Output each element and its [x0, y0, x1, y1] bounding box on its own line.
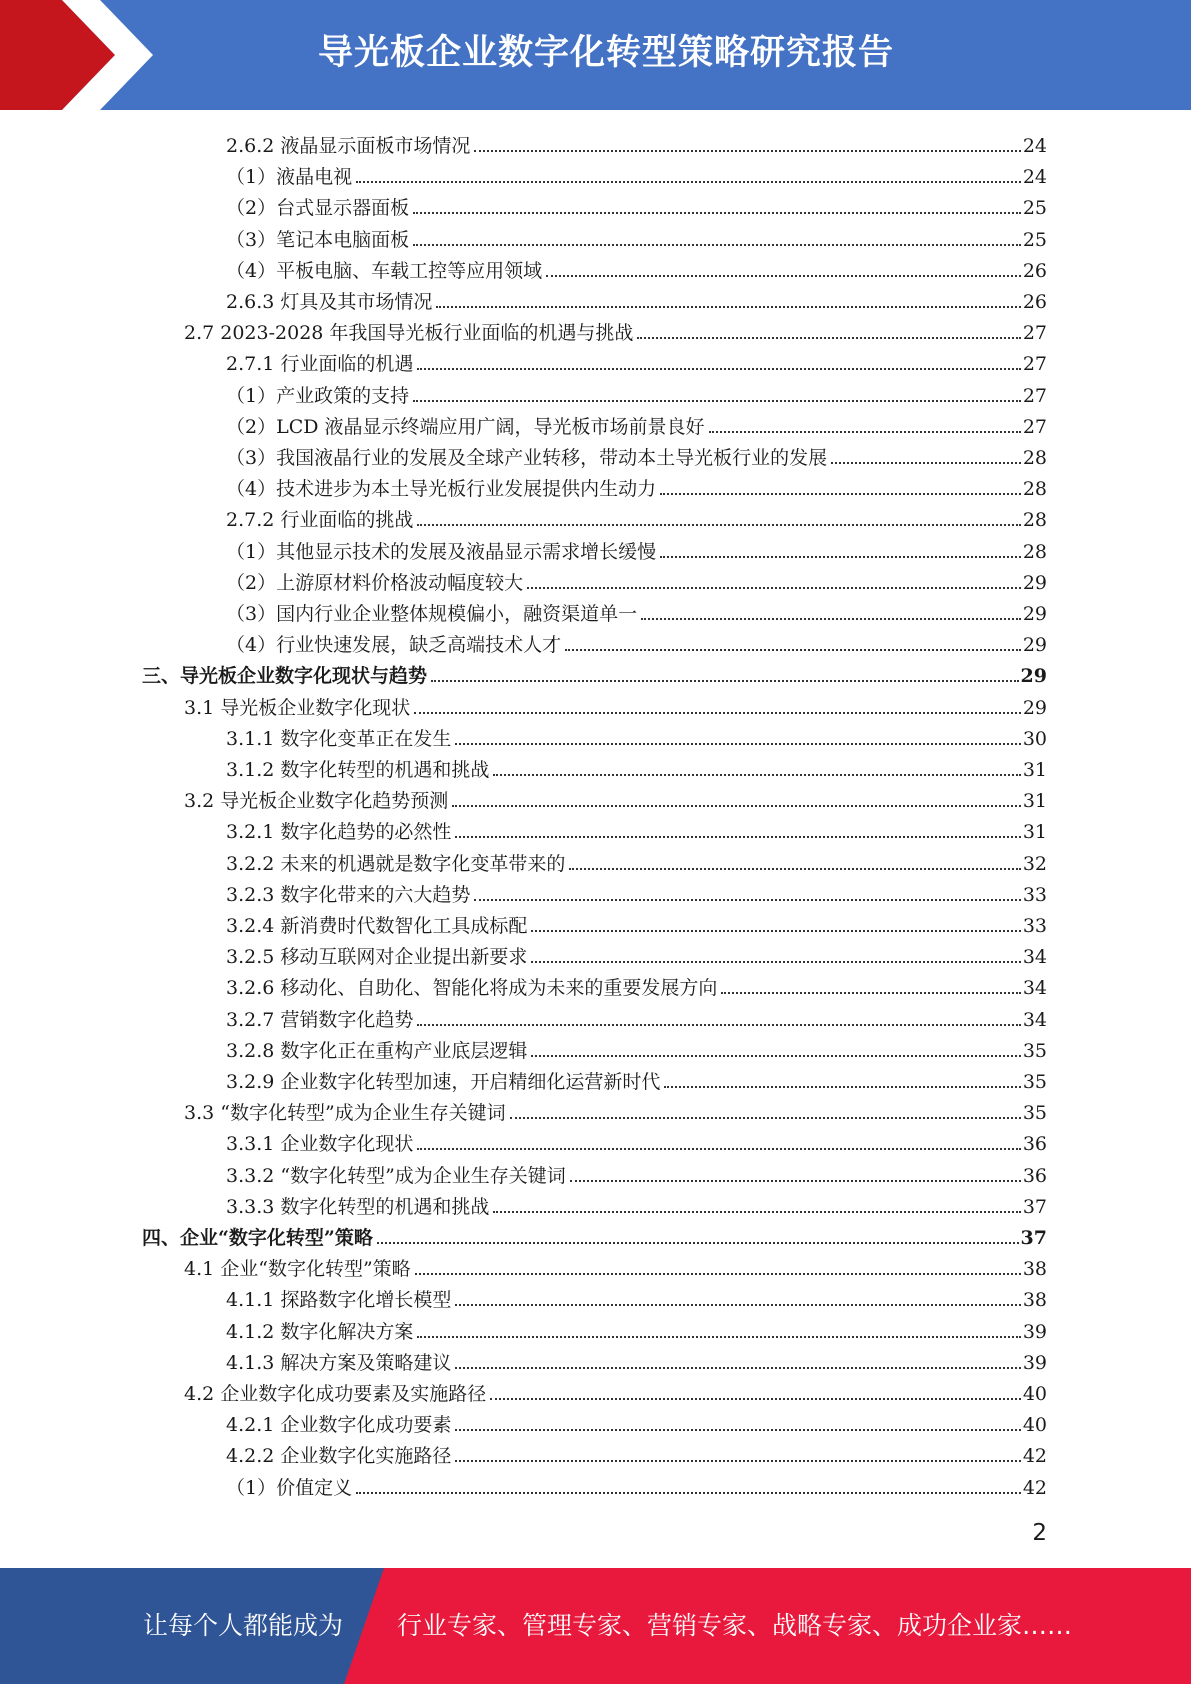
toc-entry-title: 4.1.2 数字化解决方案	[226, 1320, 414, 1343]
toc-entry-page: 29	[1022, 634, 1047, 657]
toc-dot-leader	[546, 274, 1021, 277]
toc-dot-leader	[641, 617, 1021, 620]
toc-dot-leader	[455, 742, 1020, 745]
toc-entry-title: 3.1.1 数字化变革正在发生	[226, 727, 452, 750]
toc-entry[interactable]	[184, 689, 1047, 720]
toc-entry-title: 3.1.2 数字化转型的机遇和挑战	[226, 759, 490, 781]
toc-entry[interactable]	[184, 1250, 1047, 1281]
toc-dot-leader	[531, 960, 1020, 963]
toc-entry-title: 2.6.3 灯具及其市场情况	[226, 291, 433, 313]
toc-entry[interactable]	[226, 845, 1047, 876]
toc-dot-leader	[831, 461, 1021, 464]
report-title: 导光板企业数字化转型策略研究报告	[317, 33, 894, 73]
toc-entry-page: 35	[1022, 1039, 1047, 1062]
toc-entry-title: 3.3.2 “数字化转型”成为企业生存关键词	[226, 1164, 566, 1187]
toc-entry-page: 39	[1022, 1320, 1047, 1343]
toc-entry-title: （1）其他显示技术的发展及液晶显示需求增长缓慢	[226, 540, 657, 563]
toc-entry-title: 3.2.6 移动化、自助化、智能化将成为未来的重要发展方向	[226, 977, 718, 1000]
toc-entry-page: 31	[1022, 790, 1047, 813]
toc-entry[interactable]	[226, 470, 1047, 501]
toc-entry-title: 4.2.1 企业数字化成功要素	[226, 1414, 452, 1437]
toc-dot-leader	[436, 305, 1020, 308]
toc-entry[interactable]	[226, 127, 1047, 158]
toc-entry-title: 3.3.3 数字化转型的机遇和挑战	[226, 1195, 490, 1218]
toc-entry-page: 24	[1022, 135, 1047, 157]
toc-entry-title: 2.6.2 液晶显示面板市场情况	[226, 135, 471, 157]
toc-entry-title: 3.2.4 新消费时代数智化工具成标配	[226, 915, 528, 937]
toc-entry-title: 3.2.9 企业数字化转型加速，开启精细化运营新时代	[226, 1071, 661, 1093]
toc-entry-page: 25	[1022, 197, 1047, 220]
toc-entry-page: 35	[1022, 1102, 1047, 1125]
toc-entry[interactable]	[226, 1188, 1047, 1219]
toc-entry-title: 三、导光板企业数字化现状与趋势	[142, 665, 428, 688]
toc-dot-leader	[570, 1179, 1021, 1182]
toc-entry-page: 30	[1022, 727, 1047, 750]
toc-entry-page: 27	[1022, 322, 1047, 345]
toc-dot-leader	[569, 867, 1020, 870]
toc-entry-page: 27	[1022, 415, 1047, 438]
toc-dot-leader	[413, 243, 1021, 246]
toc-entry-page: 25	[1022, 228, 1047, 251]
toc-dot-leader	[660, 492, 1021, 495]
toc-entry-page: 38	[1022, 1289, 1047, 1312]
toc-dot-leader	[452, 804, 1021, 807]
toc-entry-page: 36	[1022, 1133, 1047, 1156]
toc-entry[interactable]	[226, 439, 1047, 470]
toc-dot-leader	[455, 1428, 1020, 1431]
toc-entry-title: 3.2 导光板企业数字化趋势预测	[184, 790, 449, 813]
toc-entry-title: 3.2.8 数字化正在重构产业底层逻辑	[226, 1039, 528, 1062]
toc-entry-title: （3）笔记本电脑面板	[226, 228, 410, 251]
toc-entry-page: 39	[1022, 1351, 1047, 1374]
toc-entry-page: 28	[1022, 478, 1047, 501]
toc-entry-page: 35	[1022, 1071, 1047, 1093]
toc-entry[interactable]	[226, 876, 1047, 907]
toc-entry-title: 四、企业“数字化转型”策略	[142, 1227, 373, 1249]
toc-entry-page: 28	[1022, 447, 1047, 469]
toc-dot-leader	[493, 1210, 1020, 1213]
toc-entry-page: 29	[1020, 665, 1047, 688]
toc-dot-leader	[417, 523, 1020, 526]
toc-entry-page: 42	[1022, 1445, 1047, 1468]
toc-entry[interactable]	[226, 751, 1047, 782]
toc-dot-leader	[660, 555, 1021, 558]
toc-entry[interactable]	[226, 907, 1047, 938]
toc-entry[interactable]	[226, 189, 1047, 220]
footer-slogan-right: 行业专家、管理专家、营销专家、战略专家、成功企业家……	[397, 1611, 1073, 1640]
toc-entry-page: 24	[1022, 166, 1047, 189]
toc-dot-leader	[417, 1335, 1020, 1338]
toc-entry-page: 34	[1022, 1008, 1047, 1031]
toc-entry-title: 3.2.3 数字化带来的六大趋势	[226, 883, 471, 906]
toc-dot-leader	[377, 1241, 1019, 1244]
page-number: 2	[1032, 1520, 1047, 1546]
toc-entry[interactable]	[184, 782, 1047, 813]
toc-dot-leader	[417, 1023, 1020, 1026]
toc-entry-title: （4）平板电脑、车载工控等应用领域	[226, 259, 543, 282]
toc-entry-title: 4.2.2 企业数字化实施路径	[226, 1445, 452, 1468]
toc-dot-leader	[415, 1272, 1021, 1275]
toc-dot-leader	[417, 1147, 1020, 1150]
toc-entry-page: 40	[1022, 1414, 1047, 1437]
toc-entry[interactable]	[226, 1406, 1047, 1437]
toc-dot-leader	[417, 367, 1020, 370]
toc-dot-leader	[493, 773, 1020, 776]
toc-dot-leader	[413, 211, 1021, 214]
toc-entry-title: 3.1 导光板企业数字化现状	[184, 696, 411, 719]
toc-entry-page: 29	[1022, 696, 1047, 719]
toc-entry-page: 26	[1022, 291, 1047, 313]
toc-entry[interactable]	[226, 1157, 1047, 1188]
page-header	[0, 0, 1191, 110]
toc-dot-leader	[527, 586, 1021, 589]
toc-entry-title: 4.2 企业数字化成功要素及实施路径	[184, 1383, 487, 1405]
footer-slogan-left: 让每个人都能成为	[143, 1611, 344, 1640]
toc-entry-title: 3.2.7 营销数字化趋势	[226, 1008, 414, 1031]
toc-entry-page: 38	[1022, 1258, 1047, 1281]
toc-entry-title: （1）液晶电视	[226, 166, 353, 189]
toc-entry[interactable]	[226, 377, 1047, 408]
toc-entry[interactable]	[226, 1469, 1047, 1500]
toc-entry-title: 3.2.5 移动互联网对企业提出新要求	[226, 946, 528, 969]
toc-dot-leader	[664, 1085, 1020, 1088]
toc-dot-leader	[709, 430, 1021, 433]
toc-entry[interactable]	[226, 595, 1047, 626]
toc-entry[interactable]	[226, 564, 1047, 595]
toc-entry-title: 4.1.1 探路数字化增长模型	[226, 1289, 452, 1312]
toc-entry[interactable]	[226, 626, 1047, 657]
toc-dot-leader	[721, 991, 1020, 994]
toc-entry-title: 4.1 企业“数字化转型”策略	[184, 1258, 411, 1281]
toc-entry-page: 28	[1022, 540, 1047, 563]
toc-entry-title: 3.2.1 数字化趋势的必然性	[226, 821, 452, 844]
page-footer	[0, 1568, 1191, 1684]
toc-entry-page: 27	[1022, 353, 1047, 376]
toc-entry[interactable]	[226, 158, 1047, 189]
toc-dot-leader	[474, 898, 1020, 901]
toc-entry-title: 3.3 “数字化转型”成为企业生存关键词	[184, 1102, 506, 1125]
toc-entry-title: 3.3.1 企业数字化现状	[226, 1133, 414, 1156]
toc-entry-title: 2.7 2023-2028 年我国导光板行业面临的机遇与挑战	[184, 322, 634, 345]
toc-entry-page: 32	[1022, 852, 1047, 875]
toc-entry-title: （4）行业快速发展，缺乏高端技术人才	[226, 634, 562, 657]
toc-entry[interactable]	[226, 938, 1047, 969]
toc-dot-leader	[431, 679, 1019, 682]
toc-entry-title: （1）价值定义	[226, 1476, 353, 1499]
toc-entry[interactable]	[226, 283, 1047, 314]
toc-dot-leader	[531, 929, 1020, 932]
toc-entry-page: 26	[1022, 259, 1047, 282]
toc-dot-leader	[455, 1303, 1020, 1306]
toc-entry-title: 4.1.3 解决方案及策略建议	[226, 1351, 452, 1374]
toc-entry-page: 37	[1022, 1195, 1047, 1218]
toc-entry[interactable]	[226, 1313, 1047, 1344]
toc-entry-title: （4）技术进步为本土导光板行业发展提供内生动力	[226, 478, 657, 501]
toc-dot-leader	[531, 1054, 1020, 1057]
toc-entry-page: 31	[1022, 759, 1047, 781]
toc-entry[interactable]	[226, 252, 1047, 283]
toc-entry-page: 28	[1022, 509, 1047, 532]
toc-entry-page: 29	[1022, 603, 1047, 625]
toc-entry[interactable]	[226, 408, 1047, 439]
toc-dot-leader	[455, 1459, 1020, 1462]
toc-entry[interactable]	[142, 657, 1047, 688]
toc-entry[interactable]	[142, 1219, 1047, 1250]
toc-dot-leader	[474, 149, 1020, 152]
toc-entry-page: 27	[1022, 384, 1047, 407]
toc-entry[interactable]	[226, 1032, 1047, 1063]
toc-dot-leader	[490, 1397, 1021, 1400]
toc-entry[interactable]	[226, 221, 1047, 252]
toc-entry[interactable]	[184, 1375, 1047, 1406]
toc-entry-title: （1）产业政策的支持	[226, 384, 410, 407]
toc-entry[interactable]	[226, 1063, 1047, 1094]
toc-entry[interactable]	[226, 501, 1047, 532]
toc-entry-title: （2）LCD 液晶显示终端应用广阔，导光板市场前景良好	[226, 415, 705, 438]
toc-dot-leader	[565, 648, 1021, 651]
toc-entry[interactable]	[226, 345, 1047, 376]
toc-entry-title: （3）国内行业企业整体规模偏小，融资渠道单一	[226, 603, 638, 625]
toc-entry[interactable]	[226, 1125, 1047, 1156]
toc-entry[interactable]	[184, 314, 1047, 345]
toc-entry[interactable]	[226, 1437, 1047, 1468]
toc-dot-leader	[414, 711, 1021, 714]
toc-entry-page: 29	[1022, 571, 1047, 594]
toc-dot-leader	[356, 1491, 1021, 1494]
toc-entry-title: 3.2.2 未来的机遇就是数字化变革带来的	[226, 852, 566, 875]
toc-entry-title: （3）我国液晶行业的发展及全球产业转移，带动本土导光板行业的发展	[226, 447, 828, 469]
toc-entry-title: （2）台式显示器面板	[226, 197, 410, 220]
toc-entry-page: 34	[1022, 977, 1047, 1000]
toc-dot-leader	[637, 336, 1020, 339]
toc-entry[interactable]	[184, 1094, 1047, 1125]
toc-entry[interactable]	[226, 813, 1047, 844]
toc-entry-page: 42	[1022, 1476, 1047, 1499]
toc-entry-page: 37	[1020, 1227, 1047, 1249]
toc-entry[interactable]	[226, 720, 1047, 751]
toc-entry-page: 33	[1022, 915, 1047, 937]
toc-entry-title: 2.7.2 行业面临的挑战	[226, 509, 414, 532]
toc-dot-leader	[510, 1116, 1021, 1119]
toc-entry-title: 2.7.1 行业面临的机遇	[226, 353, 414, 376]
toc-entry[interactable]	[226, 533, 1047, 564]
toc-dot-leader	[356, 180, 1021, 183]
toc-entry[interactable]	[226, 969, 1047, 1000]
toc-dot-leader	[413, 399, 1021, 402]
toc-entry-page: 33	[1022, 883, 1047, 906]
toc-dot-leader	[455, 1366, 1020, 1369]
toc-entry-page: 34	[1022, 946, 1047, 969]
toc-dot-leader	[455, 835, 1020, 838]
toc-entry-page: 36	[1022, 1164, 1047, 1187]
toc-entry[interactable]	[226, 1281, 1047, 1312]
toc-entry-page: 40	[1022, 1383, 1047, 1405]
toc-entry-page: 31	[1022, 821, 1047, 844]
toc-entry[interactable]	[226, 1001, 1047, 1032]
toc-entry-title: （2）上游原材料价格波动幅度较大	[226, 571, 524, 594]
toc-entry[interactable]	[226, 1344, 1047, 1375]
